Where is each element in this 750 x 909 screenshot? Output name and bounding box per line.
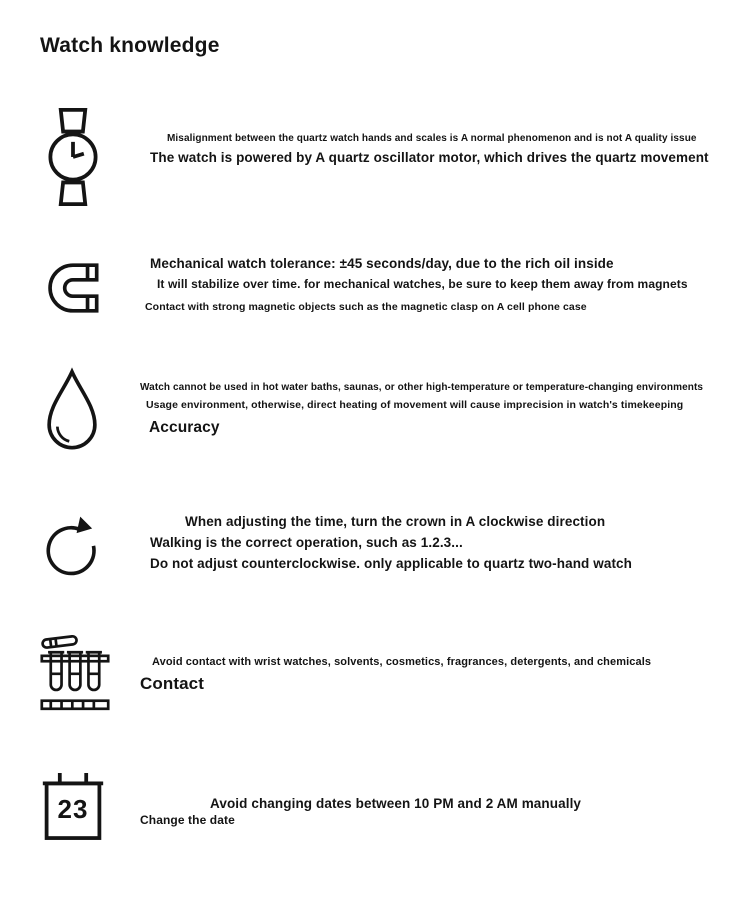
watch-icon (40, 108, 112, 206)
text-line: The watch is powered by A quartz oscillator motor, which drives the quartz movement (150, 150, 709, 165)
section-date-change (40, 768, 720, 844)
text-line: Contact (140, 674, 204, 693)
section-chemical-contact (40, 626, 720, 718)
text-line: Change the date (140, 813, 235, 827)
section-text (112, 768, 720, 833)
magnet-icon (40, 256, 112, 320)
clockwise-arrow-icon (40, 508, 112, 582)
text-line: Avoid changing dates between 10 PM and 2 AM manually (210, 796, 582, 811)
section-text (112, 108, 720, 171)
section-text (112, 366, 720, 443)
text-line: Do not adjust counterclockwise. only applicable to quartz two-hand watch (150, 556, 632, 571)
calendar-date-number: 23 (57, 794, 89, 824)
section-crown-adjustment (40, 508, 720, 582)
section-text (112, 256, 720, 319)
text-line: When adjusting the time, turn the crown in A clockwise direction (185, 514, 606, 529)
text-line: Misalignment between the quartz watch hands and scales is A normal phenomenon and is not A quality issue (167, 133, 697, 144)
text-line: Accuracy (149, 419, 220, 436)
calendar-icon (40, 768, 112, 844)
text-line: It will stabilize over time. for mechanical watches, be sure to keep them away from magnets (157, 277, 688, 291)
text-line: Usage environment, otherwise, direct heating of movement will cause imprecision in watch's timekeeping (146, 399, 684, 411)
test-tubes-icon (40, 626, 112, 718)
section-quartz-movement (40, 108, 720, 206)
section-text (112, 508, 720, 577)
section-magnetism (40, 256, 720, 320)
water-drop-icon (40, 366, 112, 458)
text-line: Contact with strong magnetic objects such as the magnetic clasp on A cell phone case (145, 301, 587, 313)
page-title: Watch knowledge (40, 34, 220, 57)
text-line: Walking is the correct operation, such as 1.2.3... (150, 535, 463, 550)
text-line: Mechanical watch tolerance: ±45 seconds/day, due to the rich oil inside (150, 256, 614, 271)
section-accuracy (40, 366, 720, 458)
text-line: Watch cannot be used in hot water baths, saunas, or other high-temperature or temperature-changing environments (140, 382, 704, 393)
text-line: Avoid contact with wrist watches, solvents, cosmetics, fragrances, detergents, and chemicals (152, 656, 652, 668)
section-text (112, 626, 720, 700)
